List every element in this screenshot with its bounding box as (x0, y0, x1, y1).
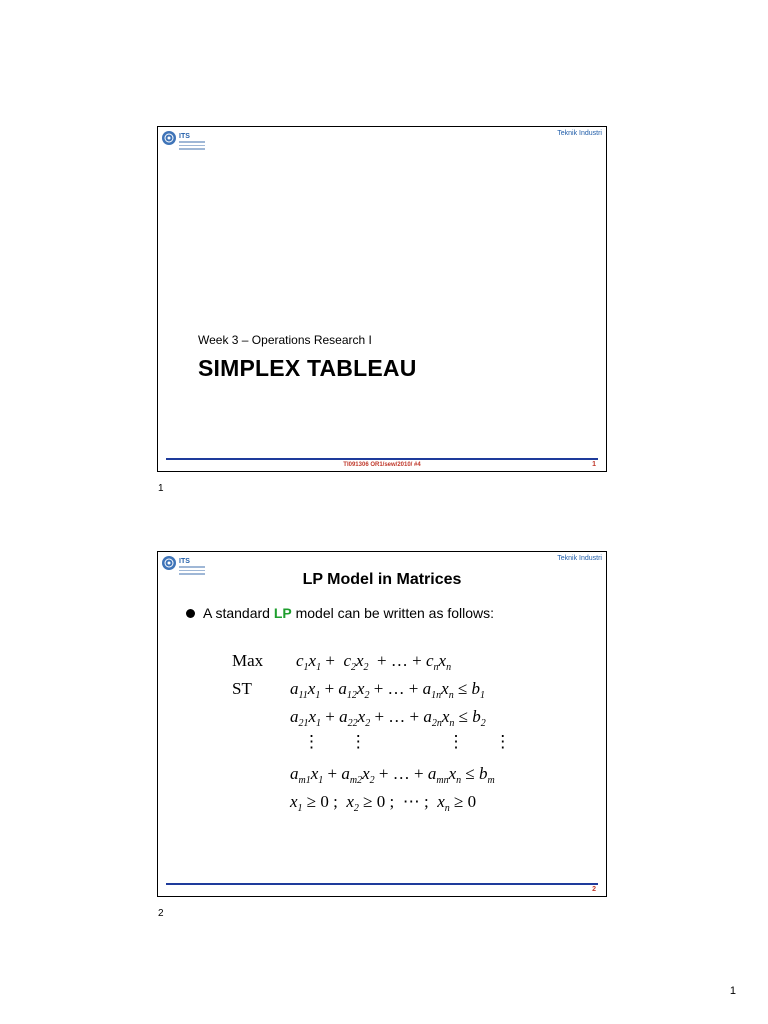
slide-2 (157, 551, 607, 897)
constraint-1: $a_{11}x_1 + a_{12}x_2$ + … + $a_{1n}x_n \le b_1$ (290, 679, 486, 701)
objective-function: $c_1x_1 + c_2x_2$ + … + $c_nx_n$ (296, 651, 452, 673)
slide-title: SIMPLEX TABLEAU (198, 355, 417, 381)
vdots-row: ⋮ ⋮ ⋮ ⋮ (303, 732, 512, 751)
slide-label-1: 1 (158, 483, 164, 494)
bullet-prefix: A standard (203, 605, 274, 621)
header-org-label: Teknik Industri (557, 130, 602, 137)
its-logo (161, 130, 207, 156)
header-org-label: Teknik Industri (557, 555, 602, 562)
slide-subtitle: Week 3 – Operations Research I (198, 333, 372, 347)
emblem-icon (161, 130, 177, 146)
slide-number: 1 (592, 461, 596, 468)
logo-text: ITS (179, 133, 190, 140)
logo-text: ITS (179, 558, 190, 565)
slide-1 (157, 126, 607, 472)
bullet-suffix: model can be written as follows: (291, 605, 495, 621)
footer-code: TI091306 OR1/sew/2010/ #4 (343, 462, 421, 468)
bullet-highlight: LP (273, 605, 292, 621)
logo-lines (179, 141, 205, 152)
constraint-2: $a_{21}x_1 + a_{22}x_2$ + … + $a_{2n}x_n \le b_2$ (290, 707, 486, 729)
page-number: 1 (729, 985, 736, 997)
emblem-icon (161, 555, 177, 571)
footer-divider (166, 458, 598, 460)
st-label: ST (232, 679, 252, 698)
bullet-item (186, 605, 494, 621)
slide-title: LP Model in Matrices (302, 571, 462, 588)
footer-divider (166, 883, 598, 885)
slide-label-2: 2 (158, 908, 164, 919)
constraint-m: $a_{m1}x_1 + a_{m2}x_2$ + … + $a_{mn}x_n \le b_m$ (290, 764, 495, 786)
max-label: Max (232, 651, 264, 670)
bullet-icon (186, 609, 195, 618)
nonnegativity-constraint: $x_1 \ge 0$ ; $x_2 \ge 0$ ; ⋯ ; $x_n \ge 0$ (290, 792, 477, 814)
slide-number: 2 (592, 886, 596, 893)
